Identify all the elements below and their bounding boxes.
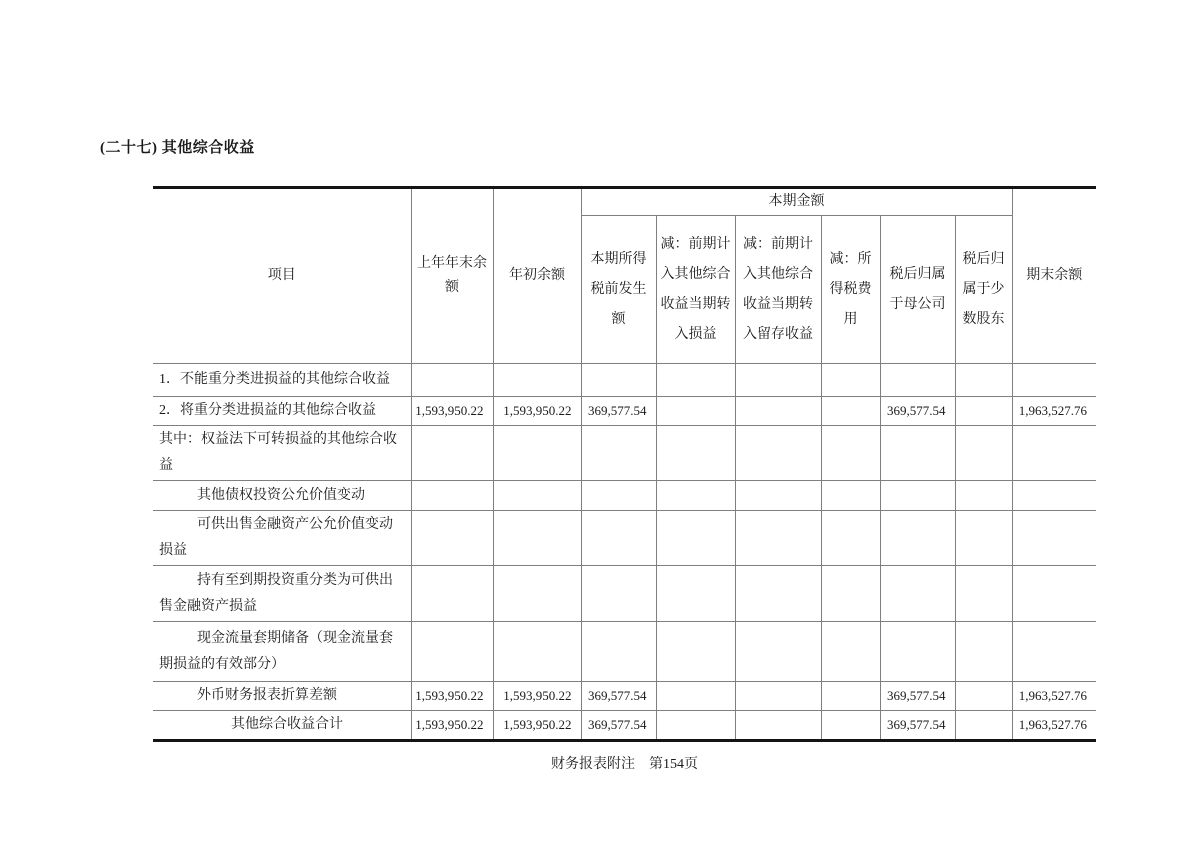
cell-value: 1,593,950.22	[411, 682, 493, 711]
cell-value	[656, 622, 735, 682]
column-header-current-period-group: 本期金额	[581, 188, 1012, 216]
cell-value	[955, 426, 1012, 481]
cell-value	[656, 511, 735, 566]
column-header-ending-balance: 期末余额	[1012, 188, 1096, 364]
cell-value	[880, 364, 955, 397]
cell-value	[735, 566, 821, 622]
cell-value	[581, 364, 656, 397]
cell-value: 369,577.54	[581, 682, 656, 711]
cell-value	[880, 622, 955, 682]
cell-value: 1,963,527.76	[1012, 397, 1096, 426]
cell-value	[411, 426, 493, 481]
cell-value: 1,593,950.22	[493, 682, 581, 711]
row-label: 可供出售金融资产公允价值变动损益	[153, 511, 411, 566]
cell-value	[735, 711, 821, 741]
row-label: 1．不能重分类进损益的其他综合收益	[153, 364, 411, 397]
row-label: 2．将重分类进损益的其他综合收益	[153, 397, 411, 426]
table-row	[153, 426, 1096, 481]
table-row	[153, 622, 1096, 682]
cell-value	[735, 397, 821, 426]
cell-value	[656, 711, 735, 741]
cell-value	[411, 481, 493, 511]
cell-value	[821, 481, 880, 511]
cell-value	[1012, 364, 1096, 397]
table-row	[153, 397, 1096, 426]
column-header-less-transferred-to-retained-earnings: 减：前期计入其他综合收益当期转入留存收益	[735, 216, 821, 364]
table-row	[153, 711, 1096, 741]
cell-value	[1012, 566, 1096, 622]
cell-value	[656, 566, 735, 622]
cell-value: 1,593,950.22	[493, 397, 581, 426]
cell-value	[1012, 622, 1096, 682]
cell-value: 369,577.54	[880, 397, 955, 426]
row-label: 持有至到期投资重分类为可供出售金融资产损益	[153, 566, 411, 622]
cell-value	[581, 426, 656, 481]
table-row	[153, 481, 1096, 511]
row-label: 其他债权投资公允价值变动	[153, 481, 411, 511]
cell-value: 369,577.54	[880, 711, 955, 741]
column-header-less-income-tax-expense: 减：所得税费用	[821, 216, 880, 364]
table-row	[153, 511, 1096, 566]
cell-value	[955, 397, 1012, 426]
column-header-pretax-amount: 本期所得税前发生额	[581, 216, 656, 364]
cell-value	[821, 622, 880, 682]
table-row	[153, 566, 1096, 622]
cell-value: 1,593,950.22	[493, 711, 581, 741]
cell-value	[955, 364, 1012, 397]
cell-value	[656, 481, 735, 511]
column-header-less-transferred-to-profit-loss: 减：前期计入其他综合收益当期转入损益	[656, 216, 735, 364]
cell-value	[656, 682, 735, 711]
cell-value	[735, 682, 821, 711]
cell-value	[411, 364, 493, 397]
cell-value	[493, 426, 581, 481]
cell-value: 1,963,527.76	[1012, 682, 1096, 711]
cell-value	[735, 622, 821, 682]
cell-value	[493, 566, 581, 622]
column-header-prior-year-end-balance: 上年年末余额	[411, 188, 493, 364]
column-header-beginning-balance: 年初余额	[493, 188, 581, 364]
cell-value	[735, 426, 821, 481]
cell-value	[821, 364, 880, 397]
cell-value: 1,963,527.76	[1012, 711, 1096, 741]
cell-value: 1,593,950.22	[411, 711, 493, 741]
cell-value	[955, 682, 1012, 711]
cell-value	[411, 622, 493, 682]
cell-value	[493, 481, 581, 511]
cell-value	[1012, 426, 1096, 481]
row-label: 其中：权益法下可转损益的其他综合收益	[153, 426, 411, 481]
column-header-after-tax-parent-company: 税后归属于母公司	[880, 216, 955, 364]
cell-value	[656, 364, 735, 397]
row-label: 现金流量套期储备（现金流量套期损益的有效部分）	[153, 622, 411, 682]
cell-value	[581, 622, 656, 682]
column-header-item: 项目	[153, 188, 411, 364]
column-header-after-tax-minority-shareholders: 税后归属于少数股东	[955, 216, 1012, 364]
cell-value	[1012, 511, 1096, 566]
table-row	[153, 364, 1096, 397]
cell-value	[735, 481, 821, 511]
cell-value	[821, 397, 880, 426]
row-label: 其他综合收益合计	[153, 711, 411, 741]
row-label: 外币财务报表折算差额	[153, 682, 411, 711]
cell-value	[821, 566, 880, 622]
cell-value	[735, 511, 821, 566]
cell-value	[656, 426, 735, 481]
cell-value	[880, 481, 955, 511]
page-footer: 财务报表附注 第154页	[551, 757, 698, 772]
cell-value: 369,577.54	[880, 682, 955, 711]
cell-value	[955, 511, 1012, 566]
cell-value	[821, 711, 880, 741]
cell-value	[955, 481, 1012, 511]
cell-value	[581, 481, 656, 511]
cell-value: 1,593,950.22	[411, 397, 493, 426]
cell-value	[955, 711, 1012, 741]
section-title: (二十七) 其他综合收益	[100, 140, 255, 156]
oci-table-container	[153, 186, 1096, 742]
cell-value	[493, 622, 581, 682]
cell-value	[955, 566, 1012, 622]
cell-value: 369,577.54	[581, 397, 656, 426]
cell-value: 369,577.54	[581, 711, 656, 741]
cell-value	[581, 511, 656, 566]
cell-value	[656, 397, 735, 426]
cell-value	[493, 511, 581, 566]
cell-value	[493, 364, 581, 397]
cell-value	[880, 426, 955, 481]
cell-value	[411, 566, 493, 622]
cell-value	[880, 511, 955, 566]
cell-value	[821, 426, 880, 481]
cell-value	[1012, 481, 1096, 511]
cell-value	[821, 682, 880, 711]
cell-value	[581, 566, 656, 622]
oci-table	[153, 186, 1096, 742]
cell-value	[955, 622, 1012, 682]
oci-table-body	[153, 364, 1096, 741]
cell-value	[411, 511, 493, 566]
cell-value	[821, 511, 880, 566]
cell-value	[880, 566, 955, 622]
table-row	[153, 682, 1096, 711]
cell-value	[735, 364, 821, 397]
table-header-row-top	[153, 188, 1096, 216]
